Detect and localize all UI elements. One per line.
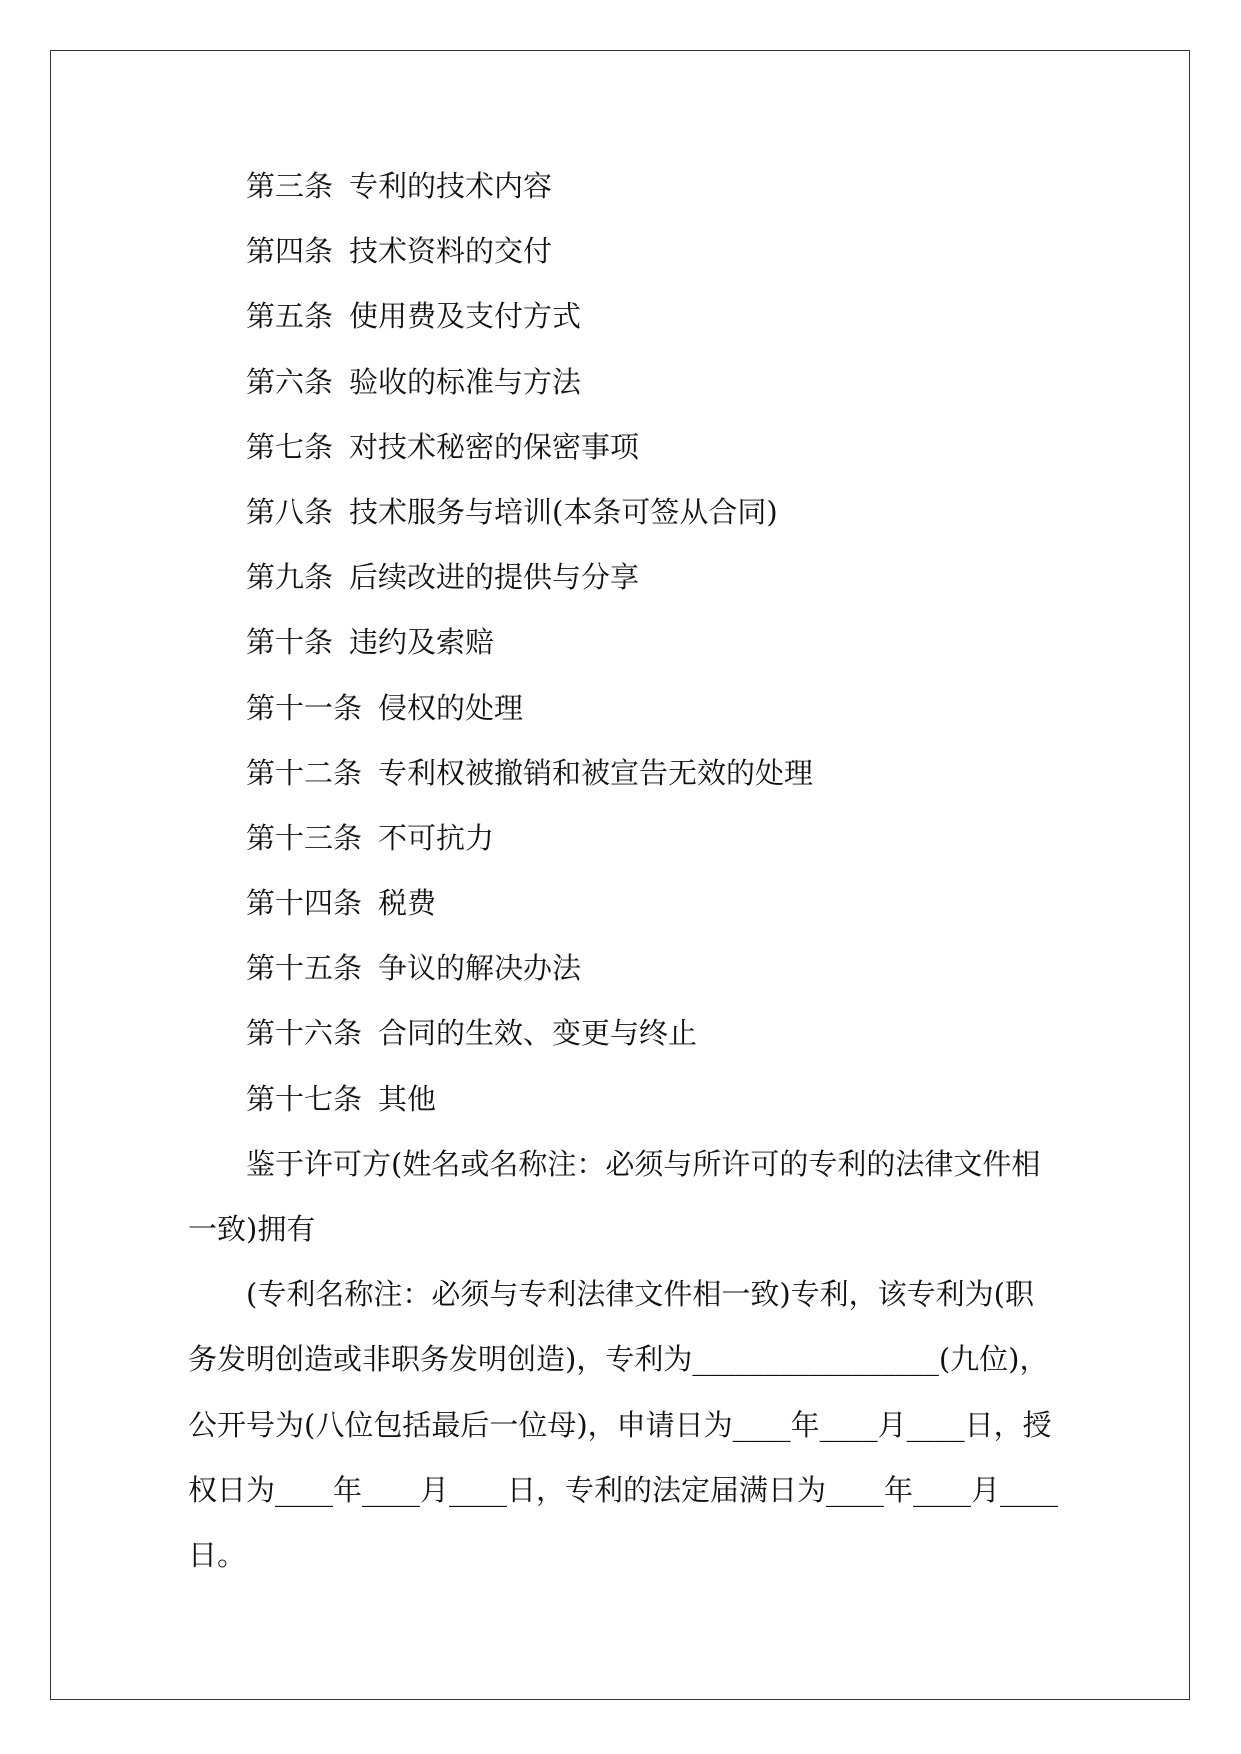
clause-title: 违约及索赔 xyxy=(349,625,495,660)
clause-title: 验收的标准与方法 xyxy=(349,364,582,399)
clause-number: 第七条 xyxy=(246,429,334,464)
clause-title: 侵权的处理 xyxy=(378,690,524,725)
clause-title: 其他 xyxy=(378,1081,437,1116)
clause-number: 第十七条 xyxy=(246,1081,363,1116)
clause-17 xyxy=(188,1067,1054,1132)
clause-9 xyxy=(188,545,1054,610)
clause-title: 专利权被撤销和被宣告无效的处理 xyxy=(378,755,814,790)
clause-title: 对技术秘密的保密事项 xyxy=(349,429,640,464)
clause-number: 第十五条 xyxy=(246,951,363,986)
preamble-paragraph xyxy=(188,1132,1054,1262)
clause-4 xyxy=(188,219,1054,284)
paragraph-line: 权日为____年____月____日，专利的法定届满日为____年____月____ xyxy=(188,1472,1059,1507)
clause-title: 使用费及支付方式 xyxy=(349,299,582,334)
document-body xyxy=(188,154,1059,1588)
paragraph-line: 鉴于许可方(姓名或名称注：必须与所许可的专利的法律文件相 xyxy=(246,1146,1041,1181)
clause-number: 第六条 xyxy=(246,364,334,399)
clause-number: 第四条 xyxy=(246,234,334,269)
clause-14 xyxy=(188,871,1054,936)
clause-number: 第十二条 xyxy=(246,755,363,790)
clause-16 xyxy=(188,1001,1054,1066)
clause-title: 税费 xyxy=(378,886,437,921)
clause-title: 技术资料的交付 xyxy=(349,234,553,269)
clause-title: 合同的生效、变更与终止 xyxy=(378,1016,698,1051)
patent-info-paragraph xyxy=(188,1262,1059,1588)
clause-title: 技术服务与培训(本条可签从合同) xyxy=(349,494,778,529)
clause-5 xyxy=(188,284,1054,349)
clause-12 xyxy=(188,741,1054,806)
clause-number: 第十条 xyxy=(246,625,334,660)
clause-title: 专利的技术内容 xyxy=(349,169,553,203)
clause-number: 第三条 xyxy=(246,169,334,203)
paragraph-line: 公开号为(八位包括最后一位母)，申请日为____年____月____日，授 xyxy=(188,1407,1052,1442)
clause-number: 第九条 xyxy=(246,560,334,595)
clause-title: 争议的解决办法 xyxy=(378,951,582,986)
clause-11 xyxy=(188,676,1054,741)
clause-15 xyxy=(188,936,1054,1001)
clause-8 xyxy=(188,480,1054,545)
clause-number: 第十一条 xyxy=(246,690,363,725)
paragraph-line: (专利名称注：必须与专利法律文件相一致)专利，该专利为(职 xyxy=(246,1277,1034,1312)
clause-number: 第十三条 xyxy=(246,820,363,855)
clause-6 xyxy=(188,350,1054,415)
clause-title: 不可抗力 xyxy=(378,820,495,855)
clause-number: 第五条 xyxy=(246,299,334,334)
paragraph-line: 一致)拥有 xyxy=(188,1212,316,1247)
clause-number: 第十四条 xyxy=(246,886,363,921)
clause-number: 第八条 xyxy=(246,494,334,529)
clause-number: 第十六条 xyxy=(246,1016,363,1051)
clause-13 xyxy=(188,806,1054,871)
paragraph-line: 日。 xyxy=(188,1538,247,1573)
clause-3 xyxy=(188,154,1054,219)
clause-7 xyxy=(188,415,1054,480)
paragraph-line: 务发明创造或非职务发明创造)，专利为_________________(九位)， xyxy=(188,1342,1049,1377)
clause-title: 后续改进的提供与分享 xyxy=(349,560,640,595)
clause-10 xyxy=(188,610,1054,675)
